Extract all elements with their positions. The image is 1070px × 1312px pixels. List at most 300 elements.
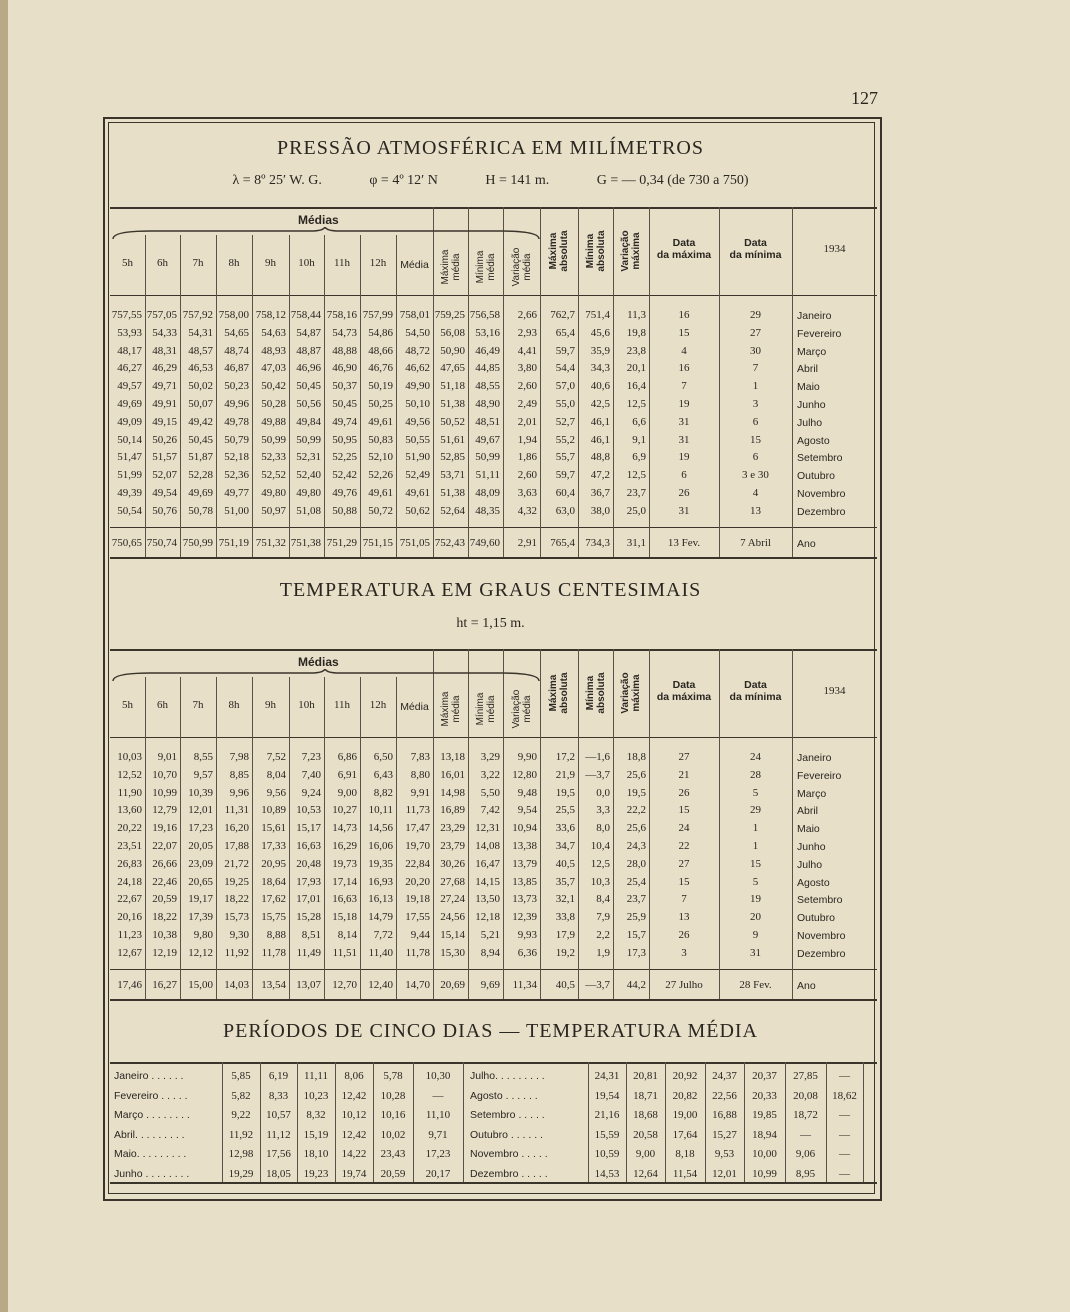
pressure-table-cell: 47,2 — [590, 469, 610, 482]
pressure-table-cell: 46,62 — [405, 362, 430, 375]
temperature-header-hour: 11h — [333, 699, 351, 711]
temperature-total-cell: Ano — [797, 979, 816, 992]
pressure-total-cell: 751,19 — [218, 536, 249, 549]
pressure-total-cell: 751,29 — [326, 536, 357, 549]
pressure-table-cell: 45,6 — [590, 326, 610, 339]
temperature-table-cell: 10,99 — [152, 786, 177, 799]
temperature-table-cell: 18,22 — [152, 911, 177, 924]
temperature-table-cell: 20 — [750, 911, 761, 924]
temperature-table-cell: 17,39 — [188, 911, 213, 924]
temperature-table-cell: 15 — [678, 875, 690, 888]
temperature-table-cell: 10,94 — [512, 822, 537, 835]
pressure-table-cell: 49,57 — [117, 380, 142, 393]
periods-cell: 8,32 — [306, 1109, 326, 1122]
pressure-table-cell: Dezembro — [797, 505, 846, 518]
pressure-table-cell: 49,78 — [224, 415, 249, 428]
periods-cell: 19,74 — [341, 1168, 367, 1180]
temperature-table-cell: 26,66 — [152, 857, 177, 870]
pressure-table-cell: 19,8 — [626, 326, 646, 339]
pressure-table-cell: 759,25 — [434, 309, 465, 321]
temperature-table-cell: 14,56 — [368, 822, 393, 835]
periods-cell: 27,85 — [793, 1070, 818, 1082]
pressure-table-cell: 31 — [678, 433, 690, 446]
pressure-table-cell: 54,86 — [368, 326, 393, 339]
temperature-table-cell: 8,82 — [373, 786, 393, 799]
pressure-table-cell: 51,38 — [440, 487, 465, 499]
periods-cell: 17,23 — [425, 1148, 451, 1161]
pressure-table-cell: 49,91 — [152, 398, 177, 410]
pressure-table-cell: 50,02 — [188, 380, 213, 393]
temperature-table-cell: 5,21 — [480, 929, 500, 941]
periods-month-label: Setembro . . . . . — [470, 1109, 545, 1122]
pressure-table-cell: 53,71 — [440, 469, 465, 482]
pressure-table-cell: 50,72 — [368, 504, 393, 517]
pressure-table-cell: 36,7 — [590, 487, 610, 499]
pressure-table-cell: 757,55 — [111, 309, 142, 321]
pressure-table-cell: 49,74 — [332, 415, 357, 428]
pressure-table-cell: 48,57 — [188, 344, 213, 357]
pressure-table-cell: 2,60 — [517, 380, 537, 393]
pressure-table-cell: 48,93 — [261, 344, 286, 357]
pressure-table-cell: 40,6 — [590, 380, 610, 393]
periods-cell: 10,59 — [594, 1148, 620, 1161]
pressure-table-cell: 50,54 — [117, 504, 142, 517]
temperature-table-cell: 9,24 — [301, 786, 321, 799]
pressure-table-cell: 49,77 — [224, 487, 249, 499]
pressure-table-cell: 54,87 — [296, 326, 321, 339]
temperature-table-cell: 22,46 — [152, 875, 177, 888]
temperature-table-cell: 12,18 — [475, 911, 500, 924]
temperature-table-cell: 15,61 — [261, 822, 286, 835]
periods-cell: — — [432, 1089, 444, 1102]
pressure-table-cell: 48,31 — [152, 344, 177, 357]
pressure-table-cell: 52,31 — [296, 451, 321, 464]
pressure-header-hour: 5h — [122, 257, 133, 269]
temperature-table-cell: 13,50 — [475, 893, 500, 906]
periods-cell: — — [839, 1070, 850, 1082]
periods-cell: 22,56 — [712, 1089, 737, 1102]
temperature-table-cell: Janeiro — [797, 752, 832, 764]
periods-cell: 17,56 — [266, 1148, 291, 1161]
pressure-table-cell: 59,7 — [555, 344, 575, 357]
pressure-table-cell: 38,0 — [590, 504, 610, 517]
temperature-header-hour: 5h — [122, 699, 133, 711]
pressure-table-cell: 50,25 — [368, 398, 393, 410]
temperature-table-cell: 24 — [678, 822, 690, 835]
coord-longitude: λ = 8º 25′ W. G. — [232, 173, 322, 188]
temperature-table-cell: 25,9 — [626, 911, 646, 924]
temperature-table-cell: 19,35 — [368, 857, 393, 870]
pressure-table-cell: 50,23 — [224, 380, 249, 393]
pressure-table-cell: Maio — [797, 381, 820, 394]
pressure-table-cell: 49,96 — [224, 398, 249, 410]
temperature-table-cell: 9 — [752, 929, 759, 941]
temperature-table-cell: 18,64 — [261, 875, 286, 888]
periods-cell: 9,06 — [795, 1148, 816, 1161]
temperature-table-cell: 7,42 — [480, 804, 500, 817]
periods-cell: 15,27 — [712, 1128, 737, 1141]
pressure-total-cell: 7 Abril — [740, 536, 771, 549]
temperature-table-cell: 21 — [678, 768, 690, 781]
temperature-total-cell: 16,27 — [152, 978, 177, 991]
temperature-table-cell: 23,51 — [117, 840, 142, 852]
temperature-table-cell: 40,5 — [555, 857, 575, 870]
temperature-table-cell: Dezembro — [797, 947, 846, 960]
periods-title: PERÍODOS DE CINCO DIAS — TEMPERATURA MÉDIA — [223, 1020, 758, 1042]
pressure-section-bottom-rule — [110, 557, 877, 559]
pressure-table-cell: Janeiro — [797, 310, 832, 322]
temperature-table-cell: 17,33 — [261, 840, 286, 852]
pressure-header-rotated: Variação média — [510, 247, 533, 287]
periods-cell: — — [839, 1128, 850, 1141]
pressure-table-cell: 52,42 — [332, 469, 357, 482]
pressure-table-cell: 757,05 — [146, 309, 177, 321]
pressure-table-cell: 50,26 — [152, 433, 177, 446]
temperature-table-cell: 19,2 — [555, 946, 575, 959]
pressure-table-cell: 7 — [681, 380, 687, 393]
pressure-table-cell: 758,12 — [255, 309, 286, 321]
temperature-table-cell: 16,63 — [296, 840, 321, 852]
temperature-table-cell: 2,2 — [596, 929, 610, 941]
pressure-table-cell: 20,1 — [626, 362, 646, 375]
temperature-medias-label: Médias — [298, 655, 339, 669]
temperature-table-cell: 12,39 — [512, 911, 537, 924]
pressure-table-cell: 23,7 — [626, 487, 646, 499]
pressure-table-cell: 54,63 — [261, 326, 286, 339]
periods-cell: 19,23 — [303, 1168, 329, 1180]
pressure-table-cell: 49,54 — [152, 487, 177, 499]
periods-cell: 24,31 — [594, 1070, 620, 1082]
pressure-table-cell: 6 — [752, 451, 759, 464]
temperature-table-cell: 11,23 — [117, 929, 142, 941]
temperature-table-cell: 7,83 — [410, 751, 430, 763]
pressure-table-cell: 63,0 — [555, 504, 575, 517]
temperature-total-cell: 11,34 — [512, 978, 537, 991]
temperature-table-cell: 16,20 — [224, 822, 249, 835]
pressure-table-cell: 758,44 — [290, 309, 321, 321]
temperature-column-rule — [792, 649, 793, 999]
pressure-table-cell: 50,56 — [296, 398, 321, 410]
pressure-table-cell: 48,74 — [224, 344, 249, 357]
temperature-total-cell: 12,40 — [368, 978, 393, 991]
temperature-table-cell: 25,5 — [555, 804, 575, 817]
periods-cell: 11,11 — [304, 1070, 328, 1082]
temperature-table-cell: 19,73 — [332, 857, 357, 870]
temperature-table-cell: —3,7 — [585, 768, 610, 781]
temperature-table-cell: 3,3 — [596, 804, 610, 817]
pressure-table-cell: 757,92 — [182, 309, 213, 321]
pressure-table-cell: 3,80 — [517, 362, 537, 375]
pressure-header-rotated: Máxima absoluta — [548, 230, 570, 272]
temperature-table-cell: 27,68 — [440, 875, 465, 888]
pressure-total-cell: 751,05 — [399, 536, 430, 549]
pressure-table-cell: 48,88 — [332, 344, 357, 357]
temperature-table-cell: 16,89 — [440, 804, 465, 817]
periods-cell: 18,62 — [832, 1089, 857, 1102]
pressure-table-cell: Novembro — [797, 488, 846, 500]
pressure-table-cell: 51,00 — [224, 504, 249, 517]
temperature-table-cell: 18,8 — [626, 751, 646, 763]
temperature-table-cell: 21,9 — [555, 768, 575, 781]
periods-month-label: Julho. . . . . . . . . — [470, 1070, 545, 1082]
temperature-table-cell: 18,22 — [224, 893, 249, 906]
periods-cell: 19,85 — [752, 1109, 777, 1122]
periods-cell: 5,85 — [231, 1070, 251, 1082]
temperature-table-cell: 21,72 — [224, 857, 249, 870]
pressure-table-cell: 4 — [681, 344, 687, 357]
pressure-table-cell: 49,42 — [188, 415, 213, 428]
temperature-header-rotated: Variação máxima — [620, 672, 642, 714]
pressure-table-cell: 49,56 — [405, 415, 430, 428]
pressure-total-cell: 751,38 — [290, 536, 321, 549]
temperature-table-cell: 8,55 — [193, 751, 213, 763]
pressure-table-cell: 49,61 — [405, 487, 430, 499]
temperature-table-cell: 7 — [681, 893, 687, 906]
pressure-table-cell: 53,93 — [117, 326, 142, 339]
pressure-table-cell: 50,19 — [368, 380, 393, 393]
pressure-table-cell: 11,3 — [627, 309, 646, 321]
pressure-table-cell: Outubro — [797, 470, 835, 483]
temperature-table-cell: 24,56 — [440, 911, 465, 924]
temperature-table-cell: 32,1 — [555, 893, 575, 906]
temperature-table-cell: 16,63 — [332, 893, 357, 906]
periods-cell: 9,53 — [714, 1148, 735, 1161]
pressure-header-rotated: Mínima média — [474, 250, 497, 284]
pressure-table-cell: 52,49 — [405, 469, 430, 482]
temperature-table-cell: 11,40 — [368, 946, 393, 959]
pressure-table-cell: 46,76 — [368, 362, 393, 375]
pressure-table-cell: 31 — [678, 415, 690, 428]
periods-cell: 18,05 — [266, 1168, 291, 1180]
pressure-table-cell: 6,6 — [632, 415, 646, 428]
pressure-header-hour: 11h — [333, 257, 351, 269]
temperature-total-cell: 27 Julho — [665, 978, 703, 991]
periods-cell: — — [839, 1109, 850, 1122]
pressure-table-cell: Junho — [797, 399, 826, 411]
periods-cell: 8,33 — [268, 1089, 289, 1102]
pressure-table-cell: 65,4 — [555, 326, 575, 339]
pressure-table-cell: 50,55 — [405, 433, 430, 446]
temperature-table-cell: 28,0 — [626, 857, 646, 870]
pressure-table-cell: 51,90 — [405, 451, 430, 464]
pressure-table-cell: 758,01 — [399, 309, 430, 321]
pressure-table-cell: 16 — [678, 362, 690, 375]
pressure-table-cell: 52,64 — [440, 504, 465, 517]
pressure-table-cell: 9,1 — [632, 433, 646, 446]
periods-cell: 20,33 — [752, 1089, 777, 1102]
temperature-table-cell: 12,79 — [152, 804, 177, 817]
temperature-header-media: Média — [400, 701, 429, 713]
pressure-table-cell: 46,90 — [332, 362, 357, 375]
temperature-table-cell: 17,55 — [405, 911, 430, 924]
temperature-table-cell: 9,48 — [517, 786, 537, 799]
pressure-table-cell: 52,26 — [368, 469, 393, 482]
periods-cell: 12,01 — [712, 1168, 737, 1180]
periods-cell: 12,98 — [228, 1148, 254, 1161]
periods-cell: 10,12 — [341, 1109, 367, 1122]
temperature-table-cell: 9,54 — [517, 804, 537, 817]
pressure-table-cell: 13 — [750, 504, 761, 517]
temperature-header-rotated: Variação média — [510, 689, 533, 729]
temperature-table-cell: 15,73 — [224, 911, 249, 924]
pressure-table-cell: 3 e 30 — [742, 469, 769, 482]
temperature-table-cell: 10,27 — [332, 804, 357, 817]
temperature-table-cell: 12,80 — [512, 768, 537, 781]
pressure-table-cell: 19 — [678, 451, 690, 464]
pressure-table-cell: 49,15 — [152, 415, 177, 428]
periods-month-label: Junho . . . . . . . . — [114, 1168, 190, 1180]
temperature-table-cell: 7,98 — [229, 751, 249, 763]
temperature-table-cell: 12,01 — [188, 804, 213, 817]
pressure-total-cell: 2,91 — [517, 536, 537, 549]
pressure-table-cell: 49,90 — [405, 380, 430, 393]
pressure-header-hour: 9h — [265, 257, 276, 269]
temperature-table-cell: 20,59 — [152, 893, 177, 906]
temperature-table-cell: 12,12 — [188, 946, 213, 959]
temperature-table-cell: 1,9 — [596, 946, 610, 959]
pressure-table-cell: 6 — [752, 415, 759, 428]
temperature-table-cell: 14,08 — [475, 840, 500, 852]
pressure-table-cell: 50,42 — [261, 380, 286, 393]
temperature-table-cell: 13,60 — [117, 804, 142, 817]
pressure-header-hour: 10h — [298, 257, 315, 269]
temperature-table-cell: 8,4 — [596, 893, 610, 906]
temperature-total-cell: 40,5 — [555, 978, 575, 991]
temperature-header-rotated: Máxima média — [439, 691, 462, 727]
temperature-table-cell: 17,62 — [261, 893, 286, 906]
periods-cell: 9,71 — [428, 1128, 448, 1141]
temperature-table-cell: 5,50 — [480, 786, 500, 799]
temperature-header-hour: 9h — [265, 699, 276, 711]
pressure-table-cell: 53,16 — [475, 326, 500, 339]
pressure-table-cell: 46,1 — [590, 433, 610, 446]
periods-cell: 20,59 — [380, 1168, 406, 1180]
temperature-header-year: 1934 — [823, 685, 846, 697]
temperature-table-cell: 17,47 — [405, 822, 430, 835]
pressure-table-cell: 2,60 — [517, 469, 537, 482]
temperature-table-cell: 16,13 — [368, 893, 393, 906]
temperature-table-cell: Agosto — [797, 876, 830, 889]
temperature-table-cell: 14,73 — [332, 822, 357, 835]
temperature-total-cell: 14,70 — [405, 978, 430, 991]
temperature-table-cell: 1 — [752, 840, 759, 852]
pressure-header-hour: 12h — [369, 257, 387, 269]
pressure-table-cell: 50,45 — [296, 380, 321, 393]
pressure-table-cell: 56,08 — [440, 326, 465, 339]
pressure-table-cell: 46,49 — [475, 344, 500, 357]
temperature-table-cell: 20,20 — [405, 875, 430, 888]
temperature-table-cell: 10,4 — [590, 840, 610, 852]
pressure-table-cell: 49,71 — [152, 380, 177, 393]
pressure-table-cell: 42,5 — [590, 398, 610, 410]
temperature-table-cell: 15,17 — [296, 822, 321, 835]
periods-cell: 15,19 — [303, 1128, 329, 1141]
temperature-table-cell: 13 — [678, 911, 690, 924]
temperature-table-cell: 9,56 — [266, 786, 286, 799]
pressure-header-media: Média — [400, 259, 429, 271]
pressure-table-cell: 751,4 — [585, 309, 610, 321]
temperature-table-cell: 17,2 — [555, 751, 575, 763]
temperature-table-cell: 25,4 — [626, 875, 646, 888]
temperature-table-cell: 8,14 — [337, 929, 357, 941]
pressure-table-cell: 49,67 — [475, 433, 500, 446]
pressure-table-cell: 52,25 — [332, 451, 357, 464]
temperature-table-cell: 9,44 — [410, 929, 430, 941]
temperature-table-cell: 15 — [678, 804, 690, 817]
periods-cell: 16,88 — [712, 1109, 737, 1122]
pressure-table-cell: 48,17 — [117, 344, 142, 357]
pressure-table-cell: 49,76 — [332, 487, 357, 499]
pressure-table-cell: 54,4 — [555, 362, 575, 375]
pressure-table-cell: 3,63 — [517, 487, 537, 499]
periods-month-label: Abril. . . . . . . . . — [114, 1128, 185, 1141]
periods-cell: 20,08 — [793, 1089, 818, 1102]
periods-cell: 12,64 — [633, 1168, 658, 1180]
temperature-table-cell: 6,43 — [373, 768, 393, 781]
pressure-coords — [108, 173, 873, 189]
temperature-table-cell: 9,91 — [410, 786, 430, 799]
periods-column-rule — [863, 1062, 864, 1182]
temperature-table-cell: 34,7 — [555, 840, 575, 852]
pressure-table-cell: 46,29 — [152, 362, 177, 375]
pressure-table-cell: 48,90 — [475, 398, 500, 410]
pressure-table-cell: 16,4 — [626, 380, 646, 393]
temperature-table-cell: 8,51 — [301, 929, 321, 941]
temperature-table-cell: 11,90 — [117, 786, 142, 799]
periods-cell: 11,12 — [266, 1128, 291, 1141]
periods-cell: 11,10 — [425, 1109, 451, 1122]
pressure-table-cell: 25,0 — [626, 504, 646, 517]
temperature-total-cell: 13,54 — [261, 978, 286, 991]
pressure-table-cell: 34,3 — [590, 362, 610, 375]
pressure-total-cell: Ano — [797, 537, 816, 550]
pressure-table-cell: 48,72 — [405, 344, 430, 357]
periods-cell: 19,29 — [228, 1168, 254, 1180]
temperature-header-date: Data da máxima — [656, 679, 712, 703]
temperature-table-cell: 20,95 — [261, 857, 286, 870]
temperature-table-cell: 7,23 — [301, 751, 321, 763]
temperature-table-cell: 20,05 — [188, 840, 213, 852]
temperature-table-cell: 8,80 — [410, 768, 430, 781]
temperature-table-cell: Fevereiro — [797, 769, 842, 782]
pressure-table-cell: 52,18 — [224, 451, 249, 464]
periods-month-label: Março . . . . . . . . — [114, 1109, 190, 1122]
pressure-table-cell: 762,7 — [550, 309, 575, 321]
pressure-table-cell: 49,84 — [296, 415, 321, 428]
temperature-table-cell: 22,07 — [152, 840, 177, 852]
pressure-table-cell: 6,9 — [632, 451, 646, 464]
temperature-table-cell: 7,40 — [301, 768, 321, 781]
temperature-table-cell: 26,83 — [117, 857, 142, 870]
temperature-table-cell: 11,51 — [332, 946, 357, 959]
temperature-header-rotated: Mínima média — [474, 692, 497, 726]
pressure-table-cell: 48,66 — [368, 344, 393, 357]
pressure-table-cell: 49,61 — [368, 487, 393, 499]
pressure-table-cell: 50,76 — [152, 504, 177, 517]
temperature-sub: ht = 1,15 m. — [456, 616, 525, 631]
temperature-total-cell: 12,70 — [332, 978, 357, 991]
pressure-table-cell: 48,35 — [475, 504, 500, 517]
periods-cell: 19,00 — [672, 1109, 698, 1122]
temperature-table-cell: 9,01 — [157, 751, 177, 763]
temperature-table-cell: 22 — [678, 840, 690, 852]
pressure-table-cell: 19 — [678, 398, 690, 410]
temperature-table-cell: 12,31 — [475, 822, 500, 835]
pressure-table-cell: 23,8 — [626, 344, 646, 357]
coord-altitude: H = 141 m. — [485, 173, 550, 188]
temperature-table-cell: 30,26 — [440, 857, 465, 870]
pressure-table-cell: Fevereiro — [797, 327, 842, 340]
